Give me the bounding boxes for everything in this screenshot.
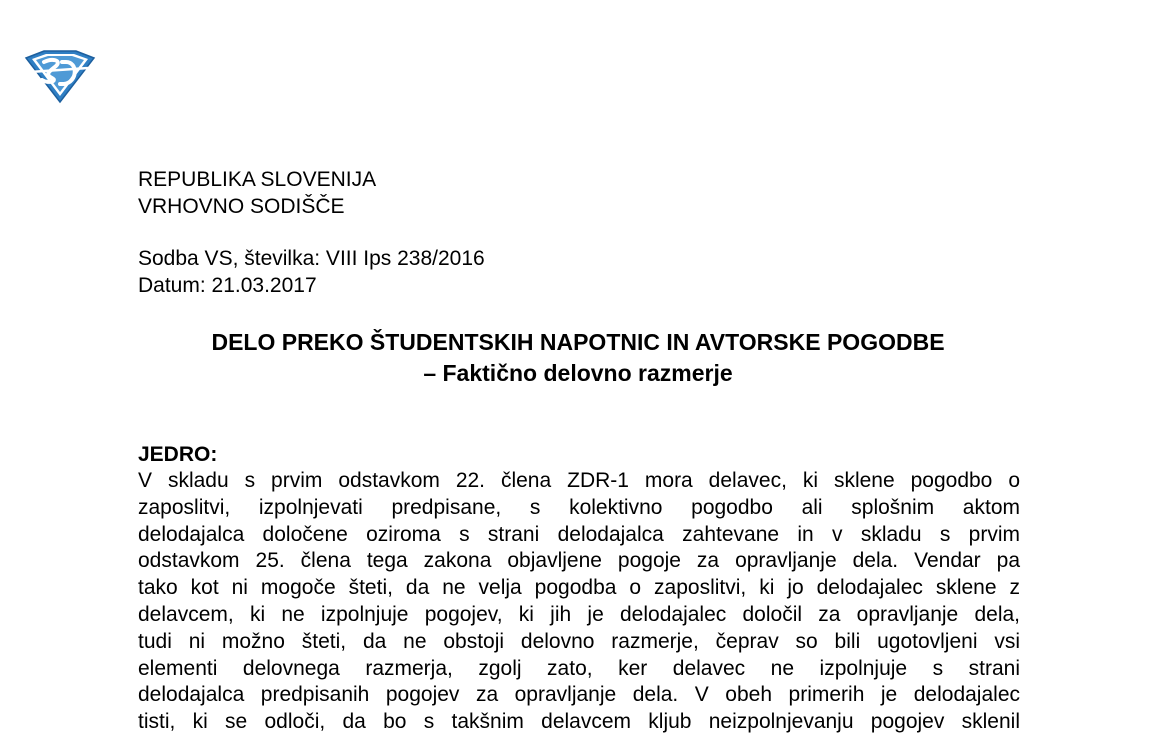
document-title-line-2: – Faktično delovno razmerje (423, 360, 733, 386)
document-title-line-1: DELO PREKO ŠTUDENTSKIH NAPOTNIC IN AVTORSKE POGODBE (211, 329, 945, 355)
court-logo-icon-graphic (22, 48, 96, 104)
case-info (138, 245, 485, 299)
header-country: REPUBLIKA SLOVENIJA (138, 168, 377, 191)
paragraph-line: tako kot ni mogoče šteti, da ne velja pogodba o zaposlitvi, ki jo delodajalec sklene z (138, 576, 1020, 600)
jedro-paragraph (138, 468, 1020, 736)
case-date: Datum: 21.03.2017 (138, 274, 317, 297)
paragraph-line: zaposlitvi, izpolnjevati predpisane, s kolektivno pogodbo ali splošnim aktom (138, 495, 1020, 519)
jedro-heading: JEDRO: (138, 443, 218, 466)
paragraph-line: tisti, ki se odloči, da bo s takšnim delavcem kljub neizpolnjevanju pogojev sklenil (138, 710, 1020, 734)
paragraph-line: odstavkom 25. člena tega zakona objavljene pogoje za opravljanje dela. Vendar pa (138, 549, 1020, 573)
paragraph-line: tudi ni možno šteti, da ne obstoji delovno razmerje, čeprav so bili ugotovljeni vsi (138, 629, 1020, 653)
paragraph-line: elementi delovnega razmerja, zgolj zato, ker delavec ne izpolnjuje s strani (138, 656, 1020, 680)
court-header (138, 166, 376, 220)
court-logo-icon (22, 48, 96, 104)
paragraph-line: V skladu s prvim odstavkom 22. člena ZDR-1 mora delavec, ki sklene pogodbo o (138, 469, 1020, 492)
paragraph-line: delodajalca predpisanih pogojev za opravljanje dela. V obeh primerih je delodajalec (138, 683, 1020, 707)
document-title (138, 327, 1018, 389)
paragraph-line: delodajalca določene oziroma s strani delodajalca zahtevane in v skladu s prvim (138, 522, 1020, 546)
paragraph-line: delavcem, ki ne izpolnjuje pogojev, ki jih je delodajalec določil za opravljanje dela, (138, 602, 1020, 626)
case-number: Sodba VS, številka: VIII Ips 238/2016 (138, 247, 485, 270)
header-court: VRHOVNO SODIŠČE (138, 195, 345, 218)
